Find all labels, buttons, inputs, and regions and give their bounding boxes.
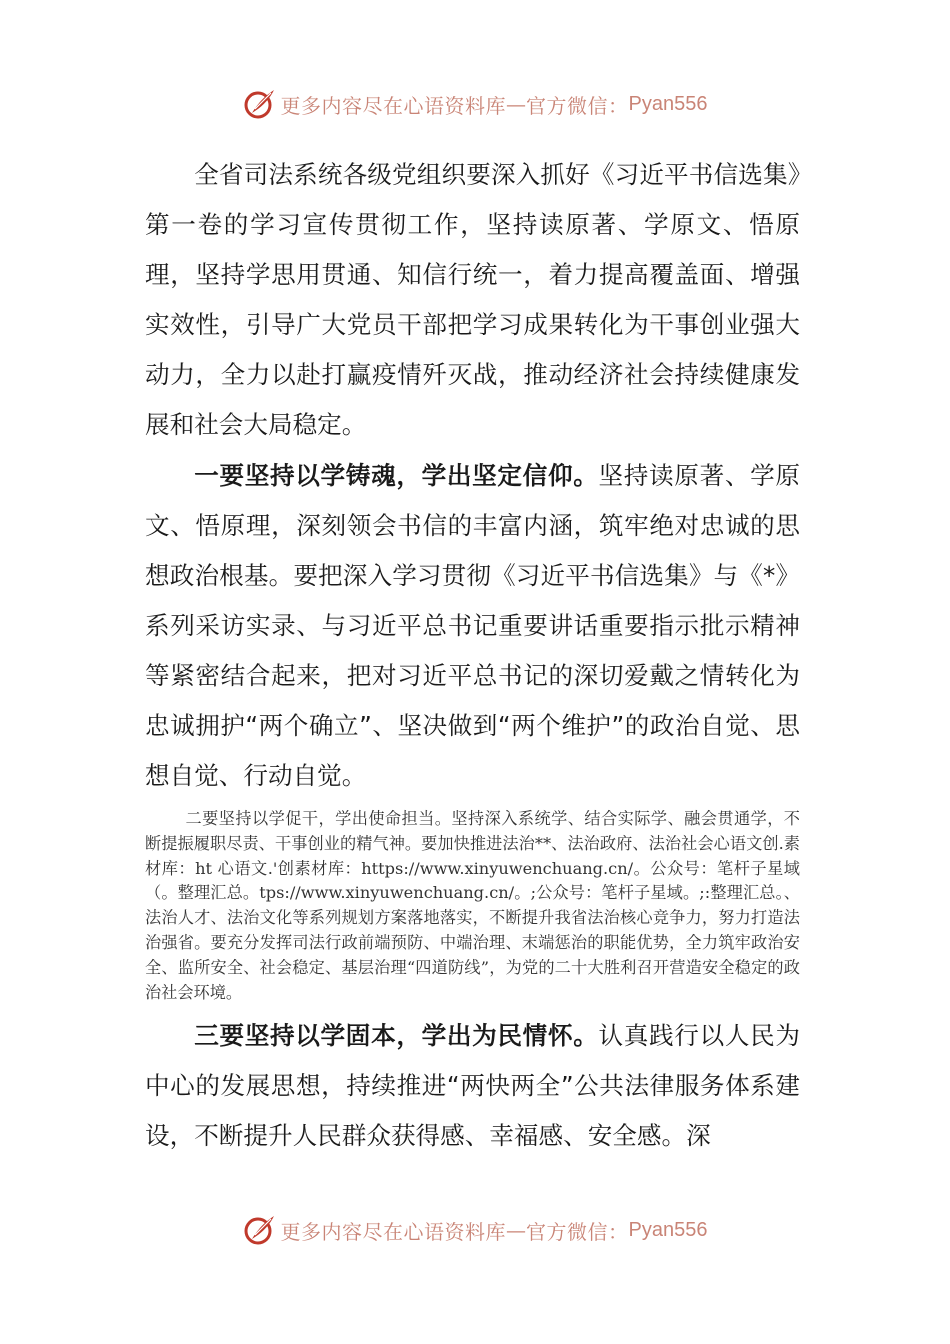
paragraph-text: 全省司法系统各级党组织要深入抓好《习近平书信选集》第一卷的学习宣传贯彻工作，坚持读原著、学原文、悟原理，坚持学思用贯通、知信行统一，着力提高覆盖面、增强实效性，引导广大党员干部把学习成果转化为干事创业强大动力，全力以赴打赢疫情歼灭战，推动经济社会持续健康发展和社会大局稳定。 [145, 160, 800, 439]
footer-text: 更多内容尽在心语资料库 [280, 1219, 507, 1244]
header-wechat-label: 官方微信： [526, 93, 629, 118]
quill-logo-icon [243, 1213, 277, 1247]
footer-wechat-id: Pyan556 [628, 1218, 708, 1241]
paragraph-lead: 一要坚持以学铸魂，学出坚定信仰。 [194, 461, 599, 490]
footer-watermark [0, 1210, 950, 1250]
header-separator: — [506, 92, 527, 116]
paragraph-intro [145, 150, 800, 450]
header-wechat-id: Pyan556 [628, 92, 708, 115]
paragraph-second-point: 二要坚持以学促干，学出使命担当。坚持深入系统学、结合实际学、融会贯通学，不断提振履职尽责、干事创业的精气神。要加快推进法治**、法治政府、法治社会心语文创.素材库：ht 心语文.'创素材库：https://www.xinyuwenchuang.cn/。公众号：笔杆子星域（。整理汇总。tps://www.xinyuwenchuang.cn/。;公众号：笔杆子星域。;:整理汇总。、法治人才、法治文化等系列规划方案落地落实，不断提升我省法治核心竞争力，努力打造法治强省。要充分发挥司法行政前端预防、中端治理、末端惩治的职能优势，全力筑牢政治安全、监所安全、社会稳定、基层治理“四道防线”，为党的二十大胜利召开营造安全稳定的政治社会环境。 [145, 809, 800, 1002]
quill-logo-icon [243, 87, 277, 121]
paragraph-lead: 三要坚持以学固本，学出为民情怀。 [194, 1021, 599, 1051]
header-watermark [0, 84, 950, 124]
paragraph-third-point [145, 1011, 800, 1161]
header-text: 更多内容尽在心语资料库 [280, 93, 507, 118]
footer-separator: — [506, 1218, 527, 1242]
paragraph-text: 认真践行以人民为中心的发展思想，持续推进“两快两全”公共法律服务体系建设，不断提升人民群众获得感、幸福感、安全感。深 [145, 1021, 800, 1151]
paragraph-text: 坚持读原著、学原文、悟原理，深刻领会书信的丰富内涵，筑牢绝对忠诚的思想政治根基。要把深入学习贯彻《习近平书信选集》与《*》系列采访实录、与习近平总书记重要讲话重要指示批示精神等紧密结合起来，把对习近平总书记的深切爱戴之情转化为忠诚拥护“两个确立”、坚决做到“两个维护”的政治自觉、思想自觉、行动自觉。 [145, 461, 800, 790]
document-body [145, 150, 800, 1161]
footer-wechat-label: 官方微信： [526, 1219, 629, 1244]
paragraph-first-point [145, 451, 800, 801]
